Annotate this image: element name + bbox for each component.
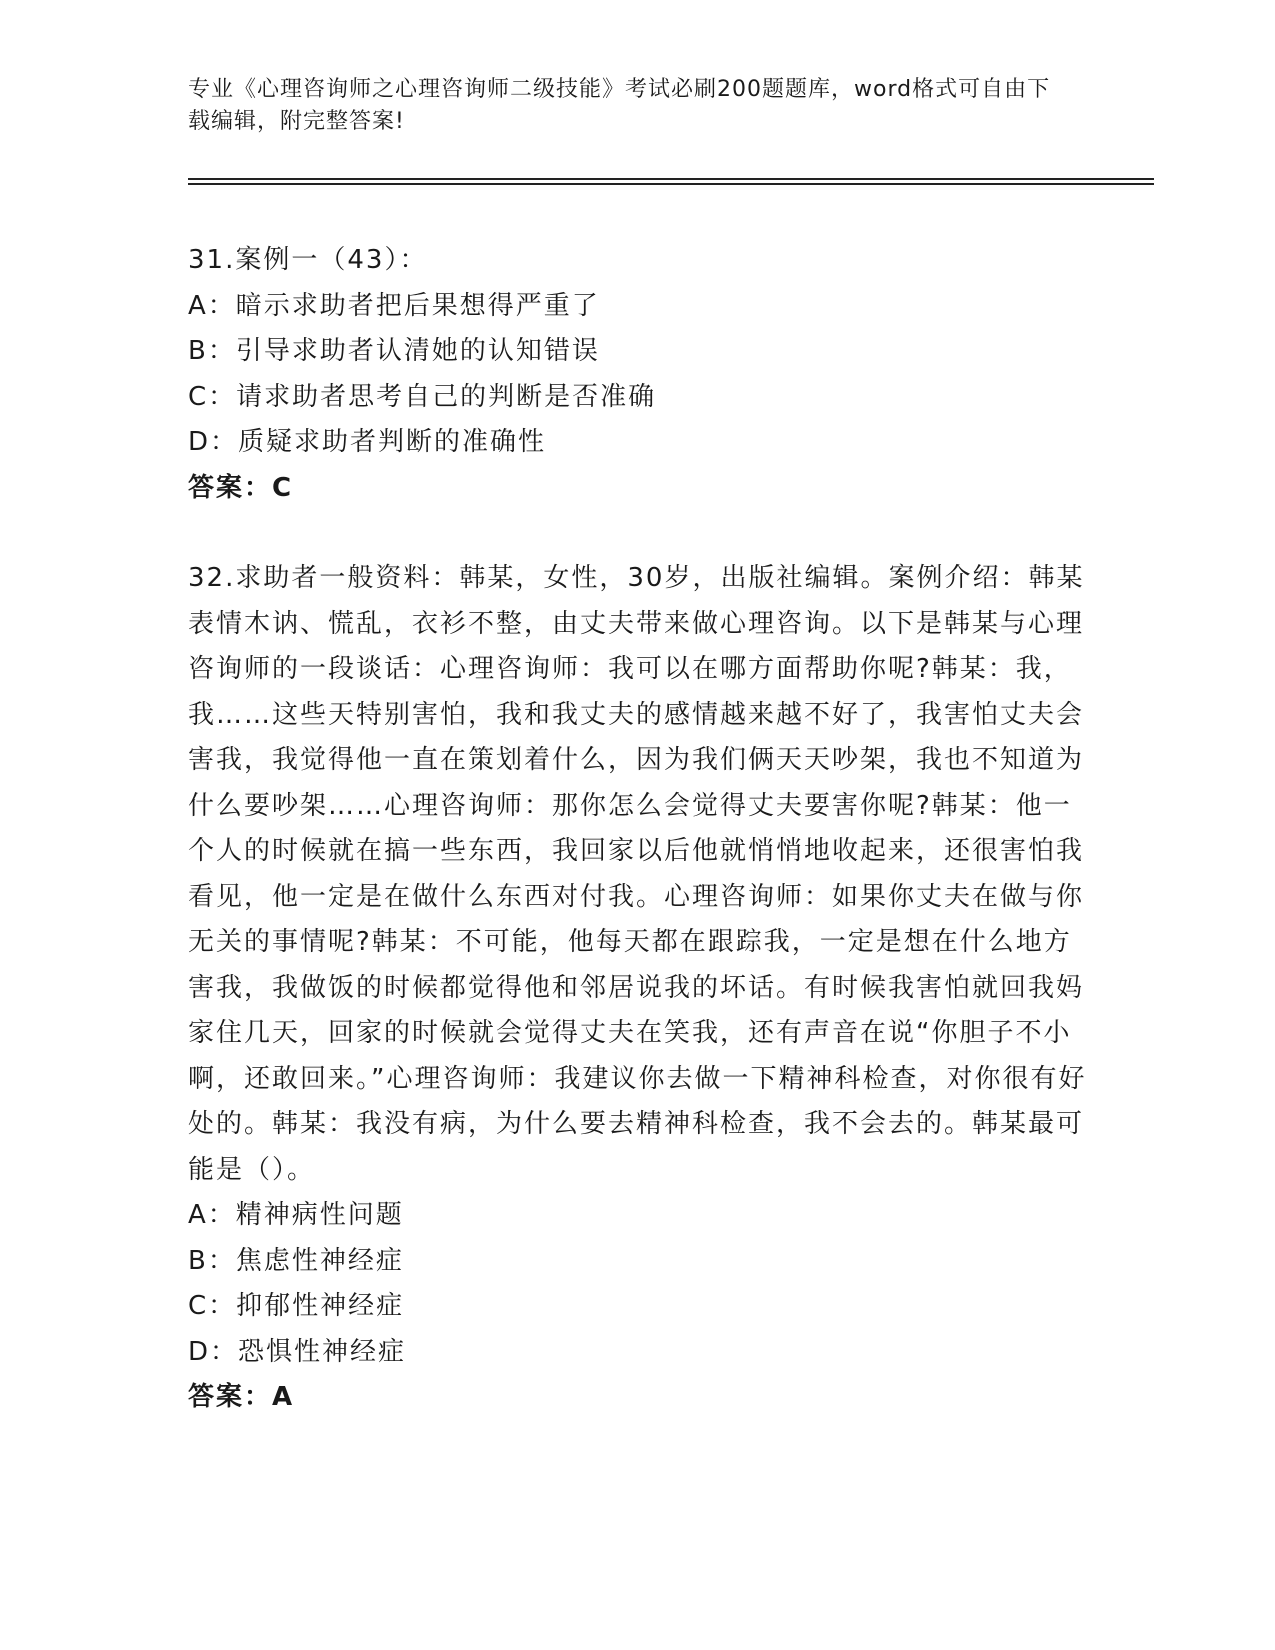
option-a: A：暗示求助者把后果想得严重了	[188, 290, 600, 321]
header-divider-top	[188, 178, 1154, 180]
document-header: 专业《心理咨询师之心理咨询师二级技能》考试必刷200题题库，word格式可自由下载编辑，附完整答案!	[188, 77, 1051, 134]
option-c: C：请求助者思考自己的判断是否准确	[188, 381, 657, 412]
question-list	[188, 238, 1088, 1466]
question-stem	[188, 238, 1088, 284]
header-divider-bottom	[188, 183, 1154, 185]
option-d: D：恐惧性神经症	[188, 1336, 407, 1367]
answer: 答案：C	[188, 472, 294, 503]
answer: 答案：A	[188, 1382, 295, 1412]
question-stem	[188, 556, 1088, 1193]
option-c: C：抑郁性神经症	[188, 1291, 405, 1321]
option-b: B：引导求助者认清她的认知错误	[188, 336, 600, 366]
question-31	[188, 238, 1088, 511]
question-number: 32.	[188, 563, 236, 593]
option-b: B：焦虑性神经症	[188, 1245, 404, 1276]
option-a: A：精神病性问题	[188, 1200, 404, 1230]
question-text: 求助者一般资料：韩某，女性，30岁，出版社编辑。案例介绍：韩某表情木讷、慌乱，衣衫不整，由丈夫带来做心理咨询。以下是韩某与心理咨询师的一段谈话：心理咨询师：我可以在哪方面帮助你呢?韩某：我，我……这些天特别害怕，我和我丈夫的感情越来越不好了，我害怕丈夫会害我，我觉得他一直在策划着什么，因为我们俩天天吵架，我也不知道为什么要吵架……心理咨询师：那你怎么会觉得丈夫要害你呢?韩某：他一个人的时候就在搞一些东西，我回家以后他就悄悄地收起来，还很害怕我看见，他一定是在做什么东西对付我。心理咨询师：如果你丈夫在做与你无关的事情呢?韩某：不可能，他每天都在跟踪我，一定是想在什么地方害我，我做饭的时候都觉得他和邻居说我的坏话。有时候我害怕就回我妈家住几天，回家的时候就会觉得丈夫在笑我，还有声音在说“你胆子不小啊，还敢回来。”心理咨询师：我建议你去做一下精神科检查，对你很有好处的。韩某：我没有病，为什么要去精神科检查，我不会去的。韩某最可能是（）。	[188, 563, 1087, 1185]
question-32	[188, 556, 1088, 1421]
question-text: 案例一（43）：	[235, 245, 428, 275]
option-d: D：质疑求助者判断的准确性	[188, 427, 547, 457]
question-number: 31.	[188, 245, 236, 275]
